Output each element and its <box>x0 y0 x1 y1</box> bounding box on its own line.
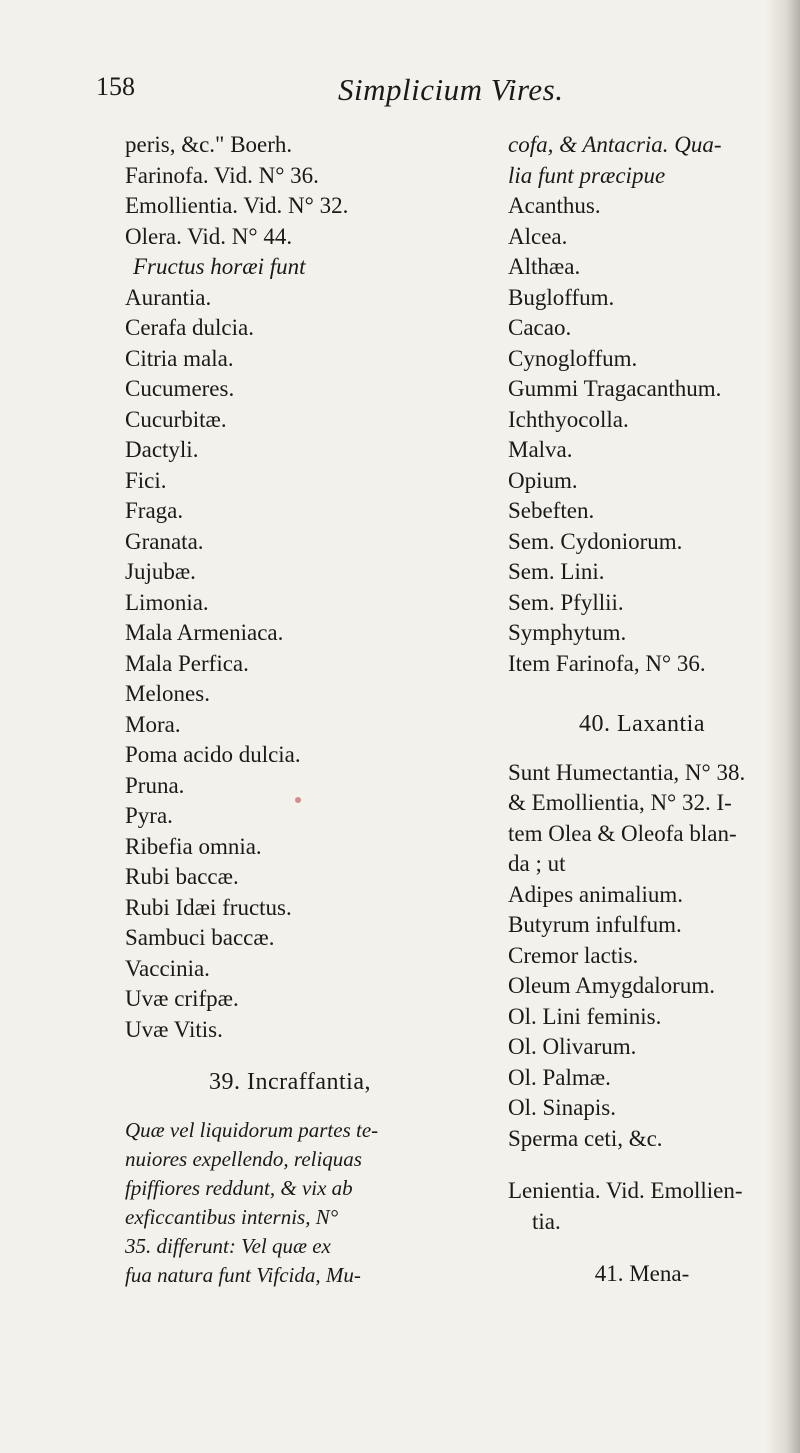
page-title: Simplicium Vires. <box>338 72 564 107</box>
catchword: 41. Mena- <box>594 1261 690 1286</box>
list-item: Gummi Tragacanthum. <box>508 376 722 401</box>
list-item: Cerafa dulcia. <box>125 315 254 340</box>
list-item: Dactyli. <box>125 437 199 462</box>
list-item: Poma acido dulcia. <box>125 742 301 767</box>
list-item: Jujubæ. <box>125 559 196 584</box>
list-item: Pruna. <box>125 772 185 798</box>
list-item: Pyra. <box>125 803 173 828</box>
ink-spot <box>295 797 301 803</box>
paragraph-line: fua natura funt Vifcida, Mu- <box>125 1262 361 1287</box>
list-item: Sambuci baccæ. <box>125 925 275 950</box>
running-head <box>96 72 656 112</box>
list-item: Oleum Amygdalorum. <box>508 973 715 998</box>
list-item: Melones. <box>125 681 210 706</box>
left-column-list <box>125 130 455 1045</box>
paragraph-line: Quæ vel liquidorum partes te- <box>125 1117 379 1142</box>
list-item: Acanthus. <box>508 193 601 218</box>
list-item: Cremor lactis. <box>508 942 639 968</box>
list-item: Ol. Sinapis. <box>508 1095 616 1120</box>
list-item: Adipes animalium. <box>508 881 684 907</box>
list-item: Cynogloffum. <box>508 345 638 371</box>
list-item: Cucurbitæ. <box>125 406 227 432</box>
subheading-line: Fructus horæi funt <box>133 254 306 279</box>
text-line: tia. <box>532 1208 561 1234</box>
list-item: Citria mala. <box>125 345 234 371</box>
list-item: Sebeften. <box>508 498 595 523</box>
section-39-paragraph <box>125 1116 455 1290</box>
list-item: Mala Perfica. <box>125 650 249 676</box>
list-item: Symphytum. <box>508 620 627 645</box>
list-item: Rubi Idæi fructus. <box>125 894 292 920</box>
list-item: Alcea. <box>508 223 568 249</box>
list-item: Ol. Palmæ. <box>508 1064 611 1090</box>
text-line: lia funt præcipue <box>508 162 666 188</box>
list-item: Rubi baccæ. <box>125 864 239 889</box>
text-line: Emollientia. Vid. N° 32. <box>125 193 349 218</box>
paragraph-line: & Emollientia, N° 32. I- <box>508 790 732 815</box>
list-item: Granata. <box>125 528 204 554</box>
paragraph-line: Sunt Humectantia, N° 38. <box>508 759 746 785</box>
list-item: Sem. Lini. <box>508 559 605 584</box>
left-column <box>125 130 455 1290</box>
paragraph-line: exficcantibus internis, N° <box>125 1204 339 1229</box>
paragraph-line: nuiores expellendo, reliquas <box>125 1146 362 1171</box>
list-item: Sperma ceti, &c. <box>508 1125 663 1151</box>
list-item: Fraga. <box>125 498 184 523</box>
page-number: 158 <box>96 72 135 101</box>
list-item: Vaccinia. <box>125 955 210 981</box>
list-item: Mala Armeniaca. <box>125 620 284 645</box>
section-heading-39: 39. Incraffantia, <box>209 1069 371 1095</box>
text-line: Olera. Vid. N° 44. <box>125 223 293 249</box>
list-item: Ol. Lini feminis. <box>508 1003 662 1029</box>
list-item: Sem. Cydoniorum. <box>508 528 683 554</box>
list-item: Opium. <box>508 467 578 493</box>
list-item: Althæa. <box>508 254 581 279</box>
section-40-paragraph <box>508 758 776 880</box>
paragraph-line: fpiffiores reddunt, & vix ab <box>125 1175 353 1200</box>
text-line: Farinofa. Vid. N° 36. <box>125 162 319 188</box>
list-item: Ol. Olivarum. <box>508 1034 637 1059</box>
list-item: Cucumeres. <box>125 376 235 401</box>
list-item: Uvæ crifpæ. <box>125 986 239 1011</box>
section-40-list <box>508 880 776 1155</box>
list-item: Aurantia. <box>125 284 212 310</box>
list-item: Ribefia omnia. <box>125 833 262 859</box>
list-item: Fici. <box>125 467 167 493</box>
text-line: cofa, & Antacria. Qua- <box>508 132 722 157</box>
list-item: Malva. <box>508 437 573 462</box>
list-item: Item Farinofa, N° 36. <box>508 650 706 676</box>
paragraph-line: tem Olea & Oleofa blan- <box>508 820 737 846</box>
list-item: Cacao. <box>508 315 572 340</box>
list-item: Butyrum infulfum. <box>508 912 682 937</box>
paragraph-line: da ; ut <box>508 851 566 876</box>
list-item: Bugloffum. <box>508 284 615 310</box>
list-item: Mora. <box>125 711 181 737</box>
list-item: Uvæ Vitis. <box>125 1016 223 1042</box>
list-item: Limonia. <box>125 589 209 615</box>
text-line: Lenientia. Vid. Emollien- <box>508 1178 743 1203</box>
text-line: peris, &c." Boerh. <box>125 132 293 157</box>
right-column <box>508 130 776 1290</box>
list-item: Sem. Pfyllii. <box>508 589 624 615</box>
right-column-list <box>508 130 776 679</box>
spacer <box>508 1154 776 1176</box>
lenientia-entry <box>508 1176 776 1237</box>
section-heading-40: 40. Laxantia <box>579 711 705 737</box>
paragraph-line: 35. differunt: Vel quæ ex <box>125 1233 331 1258</box>
list-item: Ichthyocolla. <box>508 406 629 432</box>
spacer <box>508 1237 776 1259</box>
